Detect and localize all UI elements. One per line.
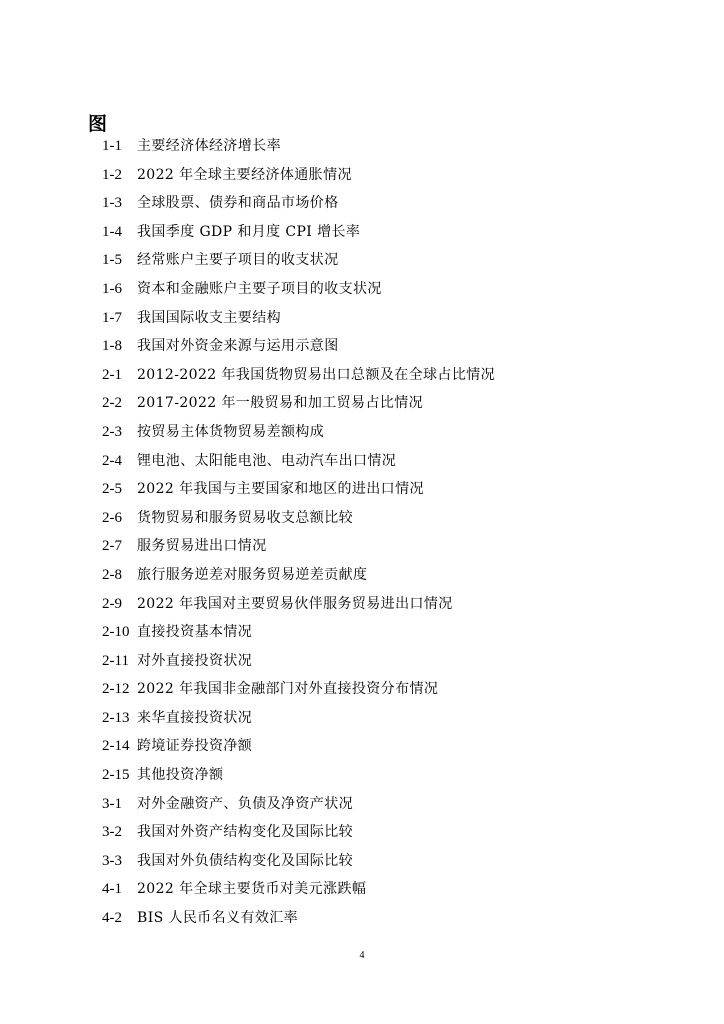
figure-list-item [102,189,702,218]
figure-title: 资本和金融账户主要子项目的收支状况 [137,280,382,297]
figure-title: 2017-2022 年一般贸易和加工贸易占比情况 [137,395,424,412]
figure-title: 2012-2022 年我国货物贸易出口总额及在全球占比情况 [137,366,496,383]
figure-list-item [102,246,702,275]
figure-list-item [102,132,702,161]
figure-title: 其他投资净额 [137,767,224,784]
figure-title: 2022 年全球主要经济体通胀情况 [137,166,352,183]
figure-number: 2-2 [102,395,122,412]
figure-number: 1-4 [102,223,122,240]
figure-title: 按贸易主体货物贸易差额构成 [137,423,325,440]
figure-title: 服务贸易进出口情况 [137,538,267,555]
figure-number: 4-1 [102,881,122,898]
figure-number: 1-3 [102,195,122,212]
figure-list-item [102,532,702,561]
figure-list-item [102,161,702,190]
figure-number: 2-5 [102,481,122,498]
figure-list-item [102,847,702,876]
page-number: 4 [359,950,365,961]
figure-title: 旅行服务逆差对服务贸易逆差贡献度 [137,566,368,583]
figure-list-item [102,504,702,533]
figure-title: 经常账户主要子项目的收支状况 [137,252,339,269]
figure-title: 对外金融资产、负债及净资产状况 [137,795,353,812]
figure-title: 2022 年全球主要货币对美元涨跌幅 [137,881,367,898]
figure-list-item [102,561,702,590]
figure-list-item [102,447,702,476]
figure-number: 3-3 [102,852,122,869]
figure-title: 我国季度 GDP 和月度 CPI 增长率 [137,223,361,240]
figure-list-item [102,389,702,418]
figure-list-item [102,332,702,361]
figure-title: 2022 年我国非金融部门对外直接投资分布情况 [137,681,439,698]
figure-number: 1-1 [102,138,122,154]
figure-list-item [102,761,702,790]
figure-list-item [102,304,702,333]
figure-number: 2-11 [102,652,129,669]
figure-number: 1-2 [102,166,122,183]
figure-number: 2-8 [102,566,122,583]
figure-number: 1-8 [102,338,122,355]
figure-title: 全球股票、债券和商品市场价格 [137,195,339,212]
figure-list-item [102,275,702,304]
figure-title: 我国对外负债结构变化及国际比较 [137,852,353,869]
figure-number: 1-6 [102,280,122,297]
figure-number: 4-2 [102,910,122,927]
figure-title: 主要经济体经济增长率 [137,138,281,154]
figure-title: 货物贸易和服务贸易收支总额比较 [137,509,353,526]
figure-title: 跨境证券投资净额 [137,738,253,755]
figure-number: 2-3 [102,423,122,440]
figure-list-item [102,618,702,647]
figure-number: 2-13 [102,709,130,726]
figure-title: 2022 年我国对主要贸易伙伴服务贸易进出口情况 [137,595,453,612]
figure-title: 我国国际收支主要结构 [137,309,281,326]
figure-list-item [102,818,702,847]
figure-list-item [102,704,702,733]
figure-number: 1-7 [102,309,122,326]
figure-number: 2-15 [102,767,130,784]
figure-number: 1-5 [102,252,122,269]
figure-title: 2022 年我国与主要国家和地区的进出口情况 [137,481,424,498]
figure-list-item [102,418,702,447]
figure-list-item [102,475,702,504]
figure-number: 3-1 [102,795,122,812]
figure-number: 2-7 [102,538,122,555]
figure-list-item [102,875,702,904]
figure-title: BIS 人民币名义有效汇率 [137,910,299,927]
figure-title: 锂电池、太阳能电池、电动汽车出口情况 [137,452,397,469]
figure-number: 2-1 [102,366,122,383]
figure-number: 2-6 [102,509,122,526]
figure-number: 3-2 [102,824,122,841]
figure-list-item [102,647,702,676]
figure-number: 2-10 [102,624,130,641]
figure-list-item [102,732,702,761]
figure-title: 直接投资基本情况 [137,624,253,641]
figure-list-item [102,675,702,704]
figure-list-item [102,590,702,619]
figure-number: 2-4 [102,452,122,469]
figure-list-item [102,904,702,933]
figure-list-item [102,790,702,819]
figure-number: 2-12 [102,681,130,698]
figure-list-item [102,218,702,247]
figure-title: 我国对外资金来源与运用示意图 [137,338,339,355]
figure-number: 2-9 [102,595,122,612]
figure-list [102,132,702,933]
figure-title: 对外直接投资状况 [137,652,253,669]
section-heading: 图 [88,113,108,135]
figure-number: 2-14 [102,738,130,755]
figure-title: 我国对外资产结构变化及国际比较 [137,824,353,841]
figure-title: 来华直接投资状况 [137,709,253,726]
figure-list-item [102,361,702,390]
